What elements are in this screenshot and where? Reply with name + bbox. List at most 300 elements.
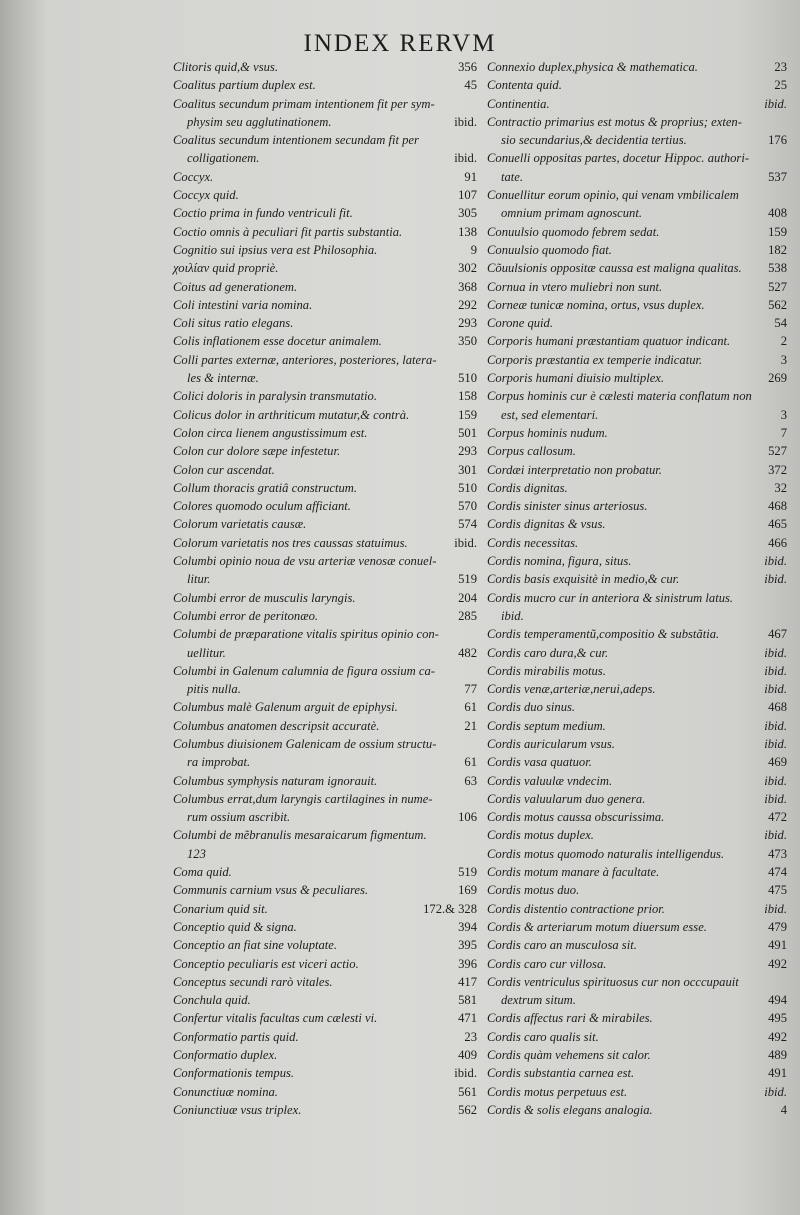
entry-text: Corporis præstantia ex temperie indicatur.: [487, 352, 703, 367]
entry-text: Colis inflationem esse docetur animalem.: [173, 334, 382, 349]
entry-text: Cordis valuulæ vndecim.: [487, 773, 613, 788]
entry-text: Cordis valuularum duo genera.: [487, 791, 646, 806]
index-entry: [173, 259, 477, 277]
entry-continuation: ra improbat.: [187, 755, 251, 770]
entry-text: Corpus callosum.: [487, 444, 576, 459]
entry-continuation: 123: [187, 846, 206, 861]
page-number: 527: [768, 279, 787, 294]
index-entry: [173, 406, 477, 424]
entry-text: Cordis distentio contractione prior.: [487, 901, 665, 916]
index-entry: [173, 1083, 477, 1101]
index-entry: [173, 936, 477, 954]
left-column: [173, 58, 477, 1119]
page-number: 32: [774, 480, 787, 495]
page-number: 3: [780, 352, 787, 367]
index-entry: [173, 1046, 477, 1064]
index-entry: [173, 95, 477, 132]
entry-text: Cordis basis exquisitè in medio,& cur.: [487, 572, 680, 587]
page-number: 63: [464, 773, 477, 788]
entry-text: Coma quid.: [173, 865, 232, 880]
entry-text: Conuelli oppositas partes, docetur Hippoc. authori-: [487, 151, 750, 166]
page-number: 492: [768, 956, 787, 971]
entry-text: Conarium quid sit.: [173, 901, 268, 916]
entry-text: Conceptio quid & signa.: [173, 919, 297, 934]
page-number: ibid.: [764, 663, 787, 678]
index-entry: [487, 76, 791, 94]
index-entry: [487, 936, 791, 954]
index-entry: [487, 790, 791, 808]
index-entry: [173, 625, 477, 662]
index-entry: [173, 863, 477, 881]
entry-text: Cordis temperamentũ,compositio & substãtia.: [487, 627, 720, 642]
entry-continuation: pitis nulla.: [187, 682, 241, 697]
index-entry: [173, 955, 477, 973]
entry-text: Cordis motum manare à facultate.: [487, 865, 660, 880]
page-number: 581: [458, 993, 477, 1008]
entry-text: Cordis caro qualis sit.: [487, 1029, 599, 1044]
index-entry: [173, 900, 477, 918]
index-entry: [173, 479, 477, 497]
entry-text: Columbus malè Galenum arguit de epiphysi.: [173, 700, 398, 715]
entry-text: Columbus symphysis naturam ignorauit.: [173, 773, 378, 788]
index-entry: [173, 186, 477, 204]
page-number: ibid.: [764, 682, 787, 697]
index-entry: [173, 607, 477, 625]
page-number: 23: [774, 60, 787, 74]
entry-text: Continentia.: [487, 96, 550, 111]
entry-text: Columbi error de peritonæo.: [173, 608, 319, 623]
entry-text: Cordis venæ,arteriæ,nerui,adeps.: [487, 682, 656, 697]
entry-text: Cordis caro dura,& cur.: [487, 645, 609, 660]
page-number: ibid.: [454, 151, 477, 166]
index-entry: [487, 698, 791, 716]
index-entry: [173, 204, 477, 222]
page-number: 466: [768, 535, 787, 550]
page-number: 372: [768, 462, 787, 477]
entry-text: Colon cur dolore sæpe infestetur.: [173, 444, 341, 459]
entry-text: Cordis septum medium.: [487, 718, 606, 733]
entry-text: Corone quid.: [487, 316, 554, 331]
page-number: 510: [458, 480, 477, 495]
page-number: ibid.: [764, 773, 787, 788]
index-entry: [487, 515, 791, 533]
entry-text: Cordis nomina, figura, situs.: [487, 554, 632, 569]
entry-text: Connexio duplex,physica & mathematica.: [487, 60, 698, 74]
entry-continuation: les & internæ.: [187, 371, 259, 386]
index-entry: [173, 735, 477, 772]
page-number: 562: [768, 297, 787, 312]
page-number: 417: [458, 974, 477, 989]
page-number: 368: [458, 279, 477, 294]
index-entry: [173, 1101, 477, 1119]
index-entry: [487, 1009, 791, 1027]
index-entry: [487, 625, 791, 643]
entry-text: Cordis affectus rari & mirabiles.: [487, 1011, 653, 1026]
page-number: 467: [768, 627, 787, 642]
page-number: 176: [768, 133, 787, 148]
page-number: 106: [458, 810, 477, 825]
index-entry: [487, 223, 791, 241]
page-number: 494: [768, 993, 787, 1008]
entry-text: Cordis motus perpetuus est.: [487, 1084, 628, 1099]
index-entry: [487, 424, 791, 442]
index-entry: [173, 534, 477, 552]
page-number: 472: [768, 810, 787, 825]
page-number: 138: [458, 224, 477, 239]
entry-text: Conformatio partis quid.: [173, 1029, 299, 1044]
page-number: 269: [768, 371, 787, 386]
entry-text: Cordis mucro cur in anteriora & sinistrum latus.: [487, 590, 734, 605]
entry-text: Corpus hominis nudum.: [487, 425, 608, 440]
page-number: 491: [768, 938, 787, 953]
index-entry: [173, 442, 477, 460]
page-number: 293: [458, 316, 477, 331]
page-number: ibid.: [764, 718, 787, 733]
page-number: 537: [768, 169, 787, 184]
index-entry: [173, 662, 477, 699]
entry-continuation: litur.: [187, 572, 211, 587]
index-entry: [487, 296, 791, 314]
page-number: ibid.: [454, 1066, 477, 1081]
page-number: ibid.: [764, 554, 787, 569]
entry-text: Conuellitur eorum opinio, qui venam vmbilicalem: [487, 188, 739, 203]
entry-text: Corporis humani diuisio multiplex.: [487, 371, 665, 386]
page-number: 471: [458, 1011, 477, 1026]
entry-text: Colli partes externæ, anteriores, posteriores, latera-: [173, 352, 437, 367]
entry-text: Cordis motus quomodo naturalis intelligendus.: [487, 846, 725, 861]
entry-text: Columbus diuisionem Galenicam de ossium structu-: [173, 736, 437, 751]
index-entry: [487, 1101, 791, 1119]
index-entry: [173, 424, 477, 442]
page-number: 292: [458, 297, 477, 312]
index-entry: [173, 223, 477, 241]
entry-text: Contractio primarius est motus & proprius; exten-: [487, 114, 742, 129]
entry-text: Cognitio sui ipsius vera est Philosophia.: [173, 242, 378, 257]
page-number: 61: [464, 755, 477, 770]
index-entry: [487, 278, 791, 296]
page-number: 54: [774, 316, 787, 331]
index-entry: [487, 881, 791, 899]
entry-text: Conceptio peculiaris est viceri actio.: [173, 956, 359, 971]
index-entry: [487, 1028, 791, 1046]
index-entry: [487, 973, 791, 1010]
entry-text: Cordis & arteriarum motum diuersum esse.: [487, 919, 707, 934]
entry-text: Clitoris quid,& vsus.: [173, 60, 278, 74]
page-header: INDEX RERVM: [303, 30, 497, 57]
entry-text: χοιλίαν quid propriè.: [173, 261, 279, 276]
entry-text: Corpus hominis cur è cælesti materia conflatum non: [487, 389, 752, 404]
page-number: 61: [464, 700, 477, 715]
page-number: 172.& 328: [423, 901, 477, 916]
entry-text: Cordis substantia carnea est.: [487, 1066, 635, 1081]
index-entry: [487, 1046, 791, 1064]
page-number: 562: [458, 1102, 477, 1117]
index-entry: [173, 296, 477, 314]
page-number: 574: [458, 517, 477, 532]
index-entry: [487, 369, 791, 387]
entry-text: Colici doloris in paralysin transmutatio.: [173, 389, 377, 404]
entry-continuation: tate.: [501, 169, 524, 184]
page-number: 396: [458, 956, 477, 971]
index-entry: [173, 131, 477, 168]
index-entry: [173, 881, 477, 899]
entry-text: Columbi de præparatione vitalis spiritus opinio con-: [173, 627, 439, 642]
entry-text: Coniunctiuæ vsus triplex.: [173, 1102, 302, 1117]
page-number: 45: [464, 78, 477, 93]
entry-text: Contenta quid.: [487, 78, 562, 93]
index-entry: [173, 314, 477, 332]
index-entry: [487, 149, 791, 186]
index-entry: [487, 241, 791, 259]
page-number: 519: [458, 572, 477, 587]
entry-text: Conformatio duplex.: [173, 1048, 278, 1063]
page-number: 159: [768, 224, 787, 239]
index-entry: [487, 680, 791, 698]
index-entry: [173, 461, 477, 479]
index-entry: [173, 717, 477, 735]
index-entry: [173, 991, 477, 1009]
entry-text: Cornua in vtero muliebri non sunt.: [487, 279, 663, 294]
entry-text: Cordis motus duo.: [487, 883, 580, 898]
entry-text: Columbus errat,dum laryngis cartilagines in nume-: [173, 791, 433, 806]
entry-text: Coli situs ratio elegans.: [173, 316, 294, 331]
page-number: 501: [458, 425, 477, 440]
index-entry: [487, 497, 791, 515]
page-number: ibid.: [764, 96, 787, 111]
page-number: ibid.: [764, 791, 787, 806]
page-number: 519: [458, 865, 477, 880]
index-entry: [173, 698, 477, 716]
entry-text: Colores quomodo oculum afficiant.: [173, 499, 351, 514]
index-entry: [487, 534, 791, 552]
entry-text: Conceptus secundi rarò vitales.: [173, 974, 333, 989]
entry-text: Conuulsio quomodo fiat.: [487, 242, 612, 257]
page-number: 538: [768, 261, 787, 276]
page-number: 495: [768, 1011, 787, 1026]
page-number: 302: [458, 261, 477, 276]
page-number: 510: [458, 371, 477, 386]
page-number: 7: [780, 425, 787, 440]
index-entry: [173, 515, 477, 533]
entry-text: Cordis mirabilis motus.: [487, 663, 606, 678]
page-number: ibid.: [764, 572, 787, 587]
entry-continuation: dextrum situm.: [501, 993, 576, 1008]
index-entry: [487, 314, 791, 332]
index-entry: [173, 589, 477, 607]
page-number: 285: [458, 608, 477, 623]
page-number: ibid.: [764, 736, 787, 751]
entry-continuation: omnium primam agnoscunt.: [501, 206, 642, 221]
entry-text: Colorum varietatis causæ.: [173, 517, 307, 532]
page-number: 527: [768, 444, 787, 459]
entry-text: Cordis quàm vehemens sit calor.: [487, 1048, 651, 1063]
index-entry: [487, 772, 791, 790]
index-entry: [487, 570, 791, 588]
entry-text: Corneæ tunicæ nomina, ortus, vsus duplex.: [487, 297, 705, 312]
page-number: 468: [768, 700, 787, 715]
entry-text: Coctio prima in fundo ventriculi fit.: [173, 206, 353, 221]
index-entry: [487, 845, 791, 863]
index-entry: [487, 863, 791, 881]
entry-continuation: rum ossium ascribit.: [187, 810, 291, 825]
page-number: 204: [458, 590, 477, 605]
page-number: 468: [768, 499, 787, 514]
entry-continuation: sio secundarius,& decidentia tertius.: [501, 133, 687, 148]
index-entry: [487, 662, 791, 680]
entry-text: Coctio omnis à peculiari fit partis substantia.: [173, 224, 403, 239]
entry-text: Colorum varietatis nos tres caussas statuimus.: [173, 535, 408, 550]
entry-text: Colon cur ascendat.: [173, 462, 275, 477]
entry-text: Colon circa lienem angustissimum est.: [173, 425, 368, 440]
entry-text: Coalitus partium duplex est.: [173, 78, 316, 93]
entry-text: Coli intestini varia nomina.: [173, 297, 313, 312]
entry-text: Columbus anatomen descripsit accuratè.: [173, 718, 380, 733]
index-entry: [173, 1009, 477, 1027]
page-number: 469: [768, 755, 787, 770]
entry-text: Cordis dignitas & vsus.: [487, 517, 606, 532]
index-entry: [173, 168, 477, 186]
index-entry: [487, 442, 791, 460]
entry-text: Conceptio an fiat sine voluptate.: [173, 938, 338, 953]
index-entry: [173, 241, 477, 259]
index-entry: [487, 589, 791, 626]
page-number: 475: [768, 883, 787, 898]
index-entry: [487, 186, 791, 223]
entry-continuation: uellitur.: [187, 645, 226, 660]
page-number: 293: [458, 444, 477, 459]
entry-continuation: colligationem.: [187, 151, 260, 166]
index-entry: [487, 479, 791, 497]
index-entry: [173, 351, 477, 388]
page-number: 356: [458, 60, 477, 74]
index-entry: [487, 332, 791, 350]
right-column: [487, 58, 791, 1119]
index-entry: [487, 1064, 791, 1082]
page-number: 474: [768, 865, 787, 880]
page-number: 394: [458, 919, 477, 934]
index-entry: [487, 826, 791, 844]
index-entry: [173, 497, 477, 515]
entry-text: Conformationis tempus.: [173, 1066, 295, 1081]
page-number: 305: [458, 206, 477, 221]
entry-text: Colicus dolor in arthriticum mutatur,& contrà.: [173, 407, 410, 422]
page-number: 465: [768, 517, 787, 532]
index-entry: [487, 918, 791, 936]
entry-text: Columbi de mẽbranulis mesaraicarum figmentum.: [173, 828, 427, 843]
page-number: 4: [780, 1102, 787, 1117]
entry-text: Cordis ventriculus spirituosus cur non occcupauit: [487, 974, 739, 989]
page-number: 473: [768, 846, 787, 861]
page-number: ibid.: [764, 901, 787, 916]
entry-text: Cordis caro an musculosa sit.: [487, 938, 637, 953]
entry-continuation: est, sed elementari.: [501, 407, 599, 422]
page-number: ibid.: [764, 645, 787, 660]
entry-text: Cordis sinister sinus arteriosus.: [487, 499, 648, 514]
entry-text: Cordis necessitas.: [487, 535, 579, 550]
entry-text: Coalitus secundum intentionem secundam fit per: [173, 133, 419, 148]
entry-text: Confertur vitalis facultas cum cælesti vi.: [173, 1011, 378, 1026]
page-number: 301: [458, 462, 477, 477]
entry-text: Coccyx quid.: [173, 188, 239, 203]
page-number: 107: [458, 188, 477, 203]
page-number: 169: [458, 883, 477, 898]
index-entry: [173, 552, 477, 589]
page-number: 570: [458, 499, 477, 514]
entry-text: Cordis auricularum vsus.: [487, 736, 615, 751]
entry-text: Cordis motus duplex.: [487, 828, 594, 843]
page-number: 23: [464, 1029, 477, 1044]
index-entry: [487, 1083, 791, 1101]
index-entry: [487, 113, 791, 150]
entry-text: Coccyx.: [173, 169, 214, 184]
page-number: 91: [464, 169, 477, 184]
page-number: 21: [464, 718, 477, 733]
entry-text: Cordis duo sinus.: [487, 700, 576, 715]
entry-text: Columbi error de musculis laryngis.: [173, 590, 356, 605]
entry-text: Conchula quid.: [173, 993, 251, 1008]
index-entry: [487, 95, 791, 113]
entry-continuation: physim seu agglutinationem.: [187, 114, 332, 129]
entry-text: Corporis humani præstantiam quatuor indicant.: [487, 334, 731, 349]
page-number: 350: [458, 334, 477, 349]
index-entry: [173, 790, 477, 827]
page-number: 492: [768, 1029, 787, 1044]
page-number: 482: [458, 645, 477, 660]
entry-text: Cordis & solis elegans analogia.: [487, 1102, 653, 1117]
page-number: ibid.: [454, 535, 477, 550]
index-entry: [487, 753, 791, 771]
entry-text: Cordis dignitas.: [487, 480, 568, 495]
page-number: ibid.: [764, 1084, 787, 1099]
page-number: ibid.: [454, 114, 477, 129]
index-entry: [487, 644, 791, 662]
page-number: 3: [780, 407, 787, 422]
entry-text: Coalitus secundum primam intentionem fit per sym-: [173, 96, 435, 111]
page-number: 489: [768, 1048, 787, 1063]
index-entry: [487, 387, 791, 424]
index-entry: [487, 58, 791, 76]
page-number: 159: [458, 407, 477, 422]
index-entry: [173, 826, 477, 863]
page-number: 409: [458, 1048, 477, 1063]
page-number: 25: [774, 78, 787, 93]
index-entry: [487, 900, 791, 918]
index-entry: [487, 955, 791, 973]
page-number: 479: [768, 919, 787, 934]
entry-text: Columbi opinio noua de vsu arteriæ venosæ conuel-: [173, 554, 437, 569]
index-entry: [173, 918, 477, 936]
index-entry: [173, 973, 477, 991]
index-entry: [487, 717, 791, 735]
page-number: 561: [458, 1084, 477, 1099]
entry-text: Conunctiuæ nomina.: [173, 1084, 278, 1099]
index-entry: [487, 351, 791, 369]
page-number: 491: [768, 1066, 787, 1081]
index-entry: [173, 772, 477, 790]
index-entry: [487, 735, 791, 753]
page-number: 395: [458, 938, 477, 953]
page-number: 9: [470, 242, 477, 257]
entry-text: Cõuulsionis oppositæ caussa est maligna qualitas.: [487, 261, 742, 276]
page-number: 158: [458, 389, 477, 404]
entry-text: Conuulsio quomodo febrem sedat.: [487, 224, 660, 239]
page-number: 2: [780, 334, 787, 349]
index-entry: [173, 58, 477, 76]
entry-text: Communis carnium vsus & peculiares.: [173, 883, 369, 898]
entry-text: Cordis caro cur villosa.: [487, 956, 607, 971]
page-number: ibid.: [764, 828, 787, 843]
entry-text: Cordis motus caussa obscurissima.: [487, 810, 665, 825]
